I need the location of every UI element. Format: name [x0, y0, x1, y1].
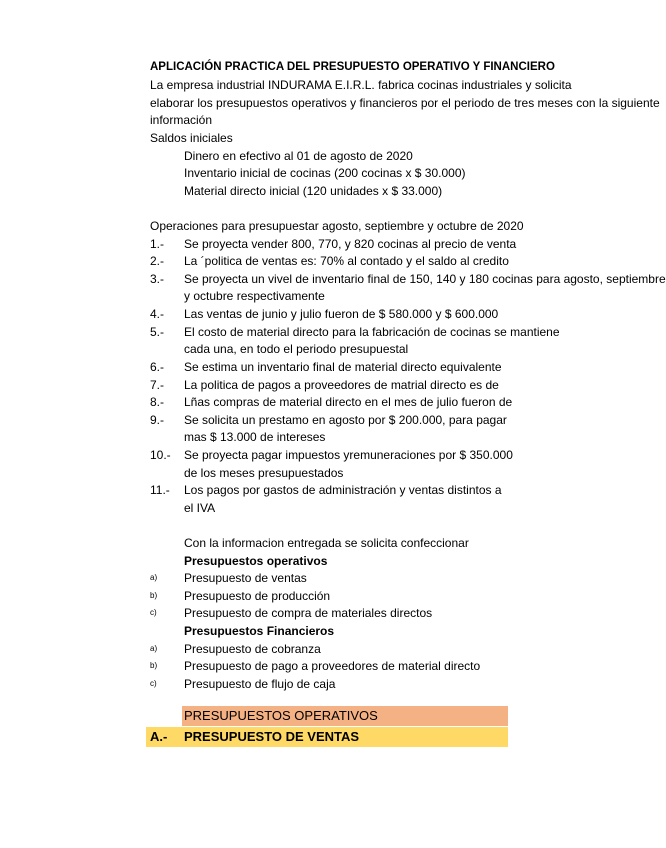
saldos-label-row [0, 129, 655, 147]
operacion-text: La politica de pagos a proveedores de matrial directo es de [184, 378, 499, 392]
item-letter: a) [150, 573, 158, 582]
financiero-row [0, 640, 655, 658]
saldo-item: Inventario inicial de cocinas (200 cocinas x $ 30.000) [184, 166, 466, 180]
operacion-number: 8.- [150, 395, 165, 409]
operacion-row [0, 323, 655, 341]
operacion-number: 9.- [150, 413, 165, 427]
financiero-item: Presupuesto de flujo de caja [184, 677, 336, 691]
operacion-text: de los meses presupuestados [184, 466, 344, 480]
operacion-number: 3.- [150, 272, 165, 286]
saldo-row [0, 182, 655, 200]
operativo-row [0, 569, 655, 587]
saldo-item: Material directo inicial (120 unidades x $ 33.000) [184, 184, 443, 198]
operacion-row [0, 270, 666, 288]
operativos-label: Presupuestos operativos [184, 554, 328, 568]
operacion-text: Se proyecta pagar impuestos yremuneraciones por $ 350.000 [184, 448, 513, 462]
operacion-text: Se proyecta un vivel de inventario final de 150, 140 y 180 cocinas para agosto, septiembre [184, 272, 666, 286]
operativo-item: Presupuesto de ventas [184, 571, 307, 585]
operacion-row [0, 287, 655, 305]
operacion-text: Se proyecta vender 800, 770, y 820 cocinas al precio de venta [184, 237, 517, 251]
item-letter: c) [150, 679, 157, 688]
financieros-label-row [0, 622, 655, 640]
financiero-item: Presupuesto de cobranza [184, 642, 321, 656]
section-a-title: PRESUPUESTO DE VENTAS [184, 729, 360, 744]
section-a-band [146, 727, 508, 747]
operacion-number: 11.- [150, 483, 170, 497]
saldos-label: Saldos iniciales [150, 131, 233, 145]
solicitud-row [0, 534, 655, 552]
operacion-text: y octubre respectivamente [184, 289, 325, 303]
financiero-item: Presupuesto de pago a proveedores de material directo [184, 659, 481, 673]
operacion-text: Las ventas de junio y julio fueron de $ 580.000 y $ 600.000 [184, 307, 499, 321]
operacion-text: mas $ 13.000 de intereses [184, 430, 326, 444]
financiero-row [0, 675, 655, 693]
operativo-row [0, 604, 655, 622]
item-letter: b) [150, 591, 158, 600]
solicitud-text: Con la informacion entregada se solicita confeccionar [184, 536, 469, 550]
intro-row [0, 111, 655, 129]
section-header-band [182, 706, 508, 726]
operaciones-label: Operaciones para presupuestar agosto, septiembre y octubre de 2020 [150, 219, 524, 233]
operacion-row [0, 428, 655, 446]
item-letter: c) [150, 608, 157, 617]
financiero-row [0, 657, 655, 675]
saldo-row [0, 164, 655, 182]
title-row [0, 58, 655, 76]
saldo-row [0, 147, 655, 165]
operacion-number: 4.- [150, 307, 165, 321]
operacion-row [0, 235, 655, 253]
operacion-row [0, 481, 655, 499]
operacion-text: Se estima un inventario final de material directo equivalente [184, 360, 502, 374]
operacion-row [0, 305, 655, 323]
document-title: APLICACIÓN PRACTICA DEL PRESUPUESTO OPERATIVO Y FINANCIERO [150, 61, 555, 73]
item-letter: a) [150, 644, 158, 653]
operacion-row [0, 446, 655, 464]
operacion-row [0, 499, 655, 517]
operacion-text: el IVA [184, 501, 216, 515]
section-a-number: A.- [150, 729, 168, 744]
operacion-row [0, 393, 655, 411]
operacion-text: Lñas compras de material directo en el mes de julio fueron de [184, 395, 513, 409]
operacion-number: 7.- [150, 378, 165, 392]
operacion-number: 5.- [150, 325, 165, 339]
operativos-label-row [0, 552, 655, 570]
operacion-text: La ´politica de ventas es: 70% al contado y el saldo al credito [184, 254, 509, 268]
intro-row [0, 76, 655, 94]
operacion-number: 1.- [150, 237, 165, 251]
saldo-item: Dinero en efectivo al 01 de agosto de 2020 [184, 149, 413, 163]
operativo-row [0, 587, 655, 605]
intro-row [0, 94, 660, 112]
operacion-number: 6.- [150, 360, 165, 374]
intro-line: elaborar los presupuestos operativos y financieros por el periodo de tres meses con la siguiente [150, 96, 660, 110]
operativo-item: Presupuesto de compra de materiales directos [184, 606, 433, 620]
operacion-row [0, 411, 655, 429]
operacion-number: 10.- [150, 448, 171, 462]
operativo-item: Presupuesto de producción [184, 589, 331, 603]
operacion-text: Los pagos por gastos de administración y ventas distintos a [184, 483, 502, 497]
operacion-row [0, 464, 655, 482]
operacion-row [0, 358, 655, 376]
operaciones-label-row [0, 217, 655, 235]
operacion-number: 2.- [150, 254, 165, 268]
intro-line: La empresa industrial INDURAMA E.I.R.L. fabrica cocinas industriales y solicita [150, 78, 572, 92]
operacion-text: cada una, en todo el periodo presupuestal [184, 342, 409, 356]
operacion-row [0, 252, 655, 270]
item-letter: b) [150, 661, 158, 670]
operacion-text: El costo de material directo para la fabricación de cocinas se mantiene [184, 325, 560, 339]
section-header: PRESUPUESTOS OPERATIVOS [184, 708, 378, 723]
intro-line: información [150, 113, 213, 127]
operacion-text: Se solicita un prestamo en agosto por $ 200.000, para pagar [184, 413, 507, 427]
financieros-label: Presupuestos Financieros [184, 624, 335, 638]
operacion-row [0, 376, 655, 394]
operacion-row [0, 340, 655, 358]
